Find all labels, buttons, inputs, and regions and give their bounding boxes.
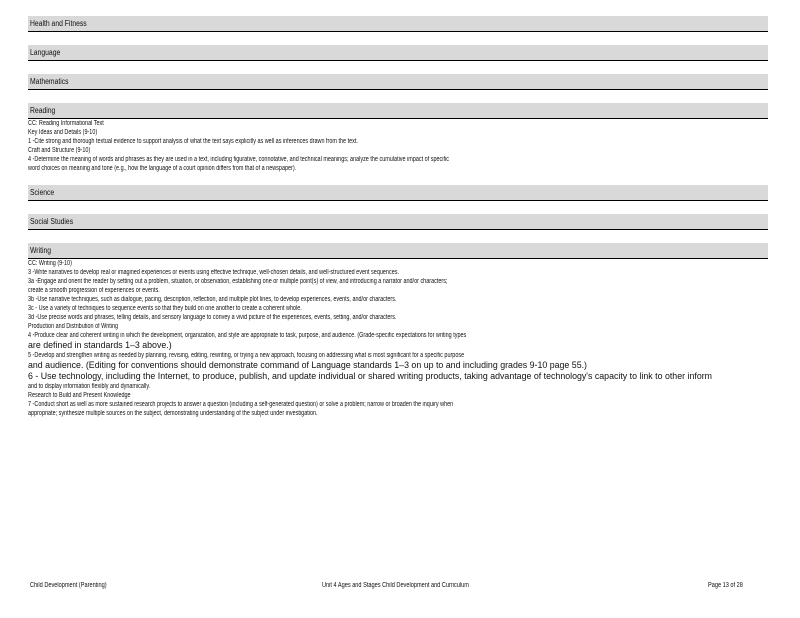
writing-research: Research to Build and Present Knowledge	[28, 392, 131, 399]
footer-page-number: Page 13 of 28	[708, 582, 743, 589]
writing-standard-3a-2: create a smooth progression of experiences or events.	[28, 287, 160, 294]
reading-standard-1: 1 -Cite strong and thorough textual evidence to support analysis of what the text says explicitly as well as inferences drawn from the text.	[28, 138, 358, 145]
section-title: Mathematics	[30, 77, 69, 86]
reading-cc: CC: Reading Informational Text	[28, 120, 104, 127]
writing-standard-3a-1: 3a -Engage and orient the reader by setting out a problem, situation, or observation, establishing one or multiple point(s) of view, and introducing a narrator and/or characters;	[28, 278, 448, 285]
writing-standard-3: 3 -Write narratives to develop real or imagined experiences or events using effective technique, well-chosen details, and well-structured event sequences.	[28, 269, 399, 276]
writing-standard-5b: and audience. (Editing for conventions should demonstrate command of Language standards 1–3 on up to and including grades 9-10 page 55.)	[28, 360, 587, 370]
section-title: Health and Fitness	[30, 19, 87, 28]
writing-standard-3c: 3c - Use a variety of techniques to sequence events so that they build on one another to create a coherent whole.	[28, 305, 302, 312]
section-title: Language	[30, 48, 61, 57]
writing-standard-4a: 4 -Produce clear and coherent writing in which the development, organization, and style are appropriate to task, purpose, and audience. (Grade-specific expectations for writing types	[28, 332, 467, 339]
footer-unit: Unit 4 Ages and Stages Child Development and Curriculum	[322, 582, 469, 589]
writing-standard-3d: 3d -Use precise words and phrases, telling details, and sensory language to convey a vivid picture of the experiences, events, setting, and/or characters.	[28, 314, 397, 321]
reading-standard-4a: 4 -Determine the meaning of words and phrases as they are used in a text, including figurative, connotative, and technical meanings; analyze the cumulative impact of specific	[28, 156, 449, 163]
section-mathematics	[28, 74, 768, 90]
writing-production: Production and Distribution of Writing	[28, 323, 119, 330]
reading-craft: Craft and Structure (9-10)	[28, 147, 91, 154]
writing-standard-7b: appropriate; synthesize multiple sources on the subject, demonstrating understanding of the subject under investigation.	[28, 410, 318, 417]
writing-standard-6a: 6 - Use technology, including the Internet, to produce, publish, and update individual or shared writing products, taking advantage of technology's capacity to link to other inform	[28, 371, 713, 381]
section-writing	[28, 243, 768, 259]
writing-standard-7a: 7 -Conduct short as well as more sustained research projects to answer a question (including a self-generated question) or solve a problem; narrow or broaden the inquiry when	[28, 401, 454, 408]
section-science	[28, 185, 768, 201]
reading-key-ideas: Key Ideas and Details (9-10)	[28, 129, 98, 136]
writing-standard-3b: 3b -Use narrative techniques, such as dialogue, pacing, description, reflection, and multiple plot lines, to develop experiences, events, and/or characters.	[28, 296, 397, 303]
section-title: Social Studies	[30, 217, 74, 226]
section-social-studies	[28, 214, 768, 230]
writing-standard-5a: 5 -Develop and strengthen writing as needed by planning, revising, editing, rewriting, or trying a new approach, focusing on addressing what is most significant for a specific purpose	[28, 352, 465, 359]
writing-standard-6b: and to display information flexibly and dynamically.	[28, 383, 151, 390]
curriculum-page	[28, 16, 768, 418]
section-title: Reading	[30, 106, 56, 115]
section-reading	[28, 103, 768, 119]
section-title: Writing	[30, 246, 52, 255]
footer-course: Child Development (Parenting)	[30, 582, 107, 589]
writing-standard-4b: are defined in standards 1–3 above.)	[28, 340, 172, 350]
writing-cc: CC: Writing (9-10)	[28, 260, 72, 267]
section-language	[28, 45, 768, 61]
reading-standard-4b: word choices on meaning and tone (e.g., how the language of a court opinion differs from that of a newspaper).	[28, 165, 297, 172]
section-title: Science	[30, 188, 55, 197]
section-health	[28, 16, 768, 32]
